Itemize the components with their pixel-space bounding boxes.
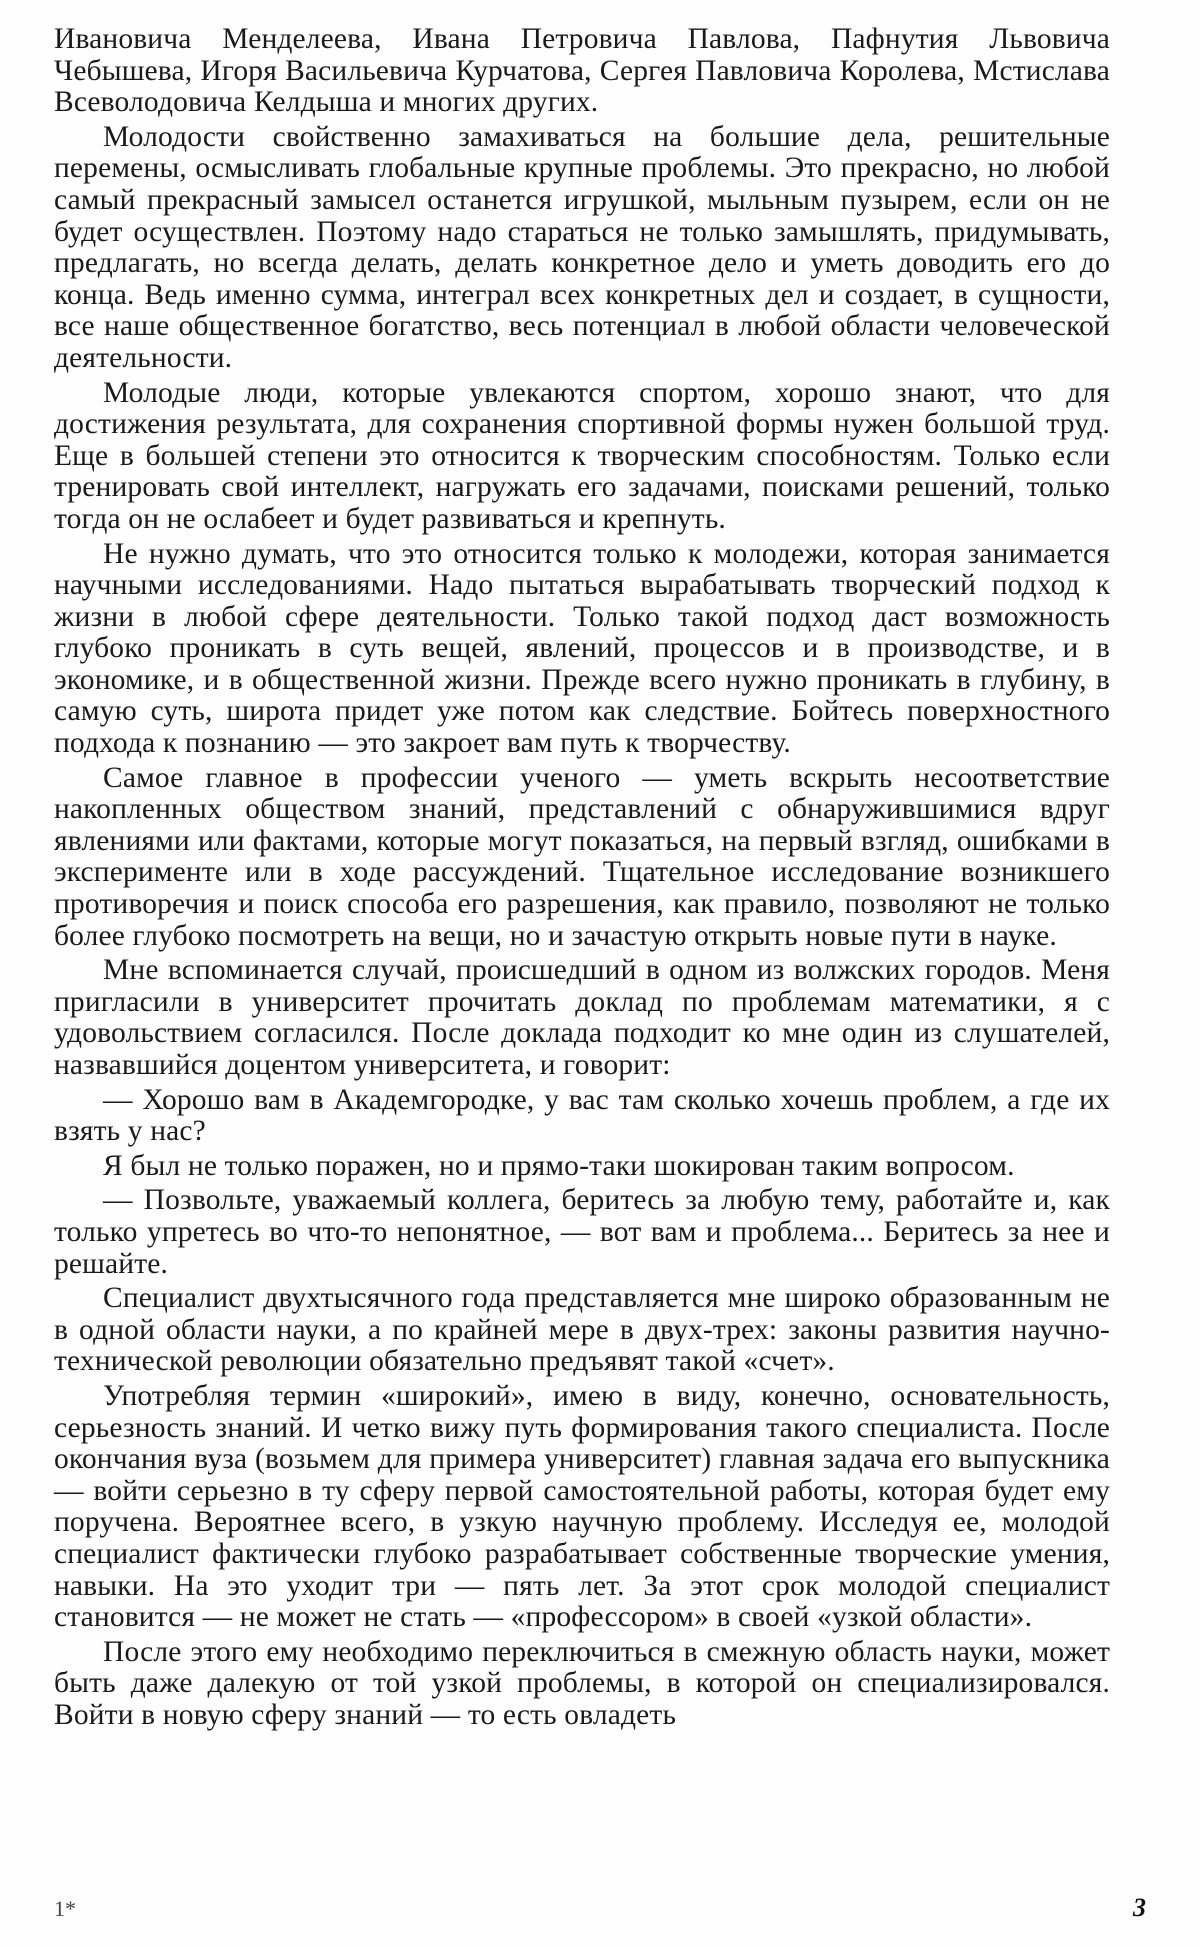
paragraph: Употребляя термин «широкий», имею в виду, конечно, основательность, серьезность знаний. И четко вижу путь формирования такого специалиста. После окончания вуза (возьмем для примера университет) главная задача его выпускника — войти серьезно в ту сферу первой самостоятельной работы, которая будет ему поручена. Вероятнее всего, в узкую научную проблему. Исследуя ее, молодой специалист фактически глубоко разрабатывает собственные творческие умения, навыки. На это уходит три — пять лет. За этот срок молодой специалист становится — не может не стать — «профессором» в своей «узкой области».: [54, 1379, 1110, 1634]
paragraph-continued: Ивановича Менделеева, Ивана Петровича Павлова, Пафнутия Львовича Чебышева, Игоря Васильевича Курчатова, Сергея Павловича Королева, Мстислава Всеволодовича Келдыша и многих других.: [54, 23, 1110, 119]
paragraph: Самое главное в профессии ученого — уметь вскрыть несоответствие накопленных обществом знаний, представлений с обнаружившимися вдруг явлениями или фактами, которые могут показаться, на первый взгляд, ошибками в эксперименте или в ходе рассуждений. Тщательное исследование возникшего противоречия и поиск способа его разрешения, как правило, позволяют не только более глубоко посмотреть на вещи, но и зачастую открыть новые пути в науке.: [54, 761, 1110, 952]
paragraph: Мне вспоминается случай, происшедший в одном из волжских городов. Меня пригласили в университет прочитать доклад по проблемам математики, я с удовольствием согласился. После доклада подходит ко мне один из слушателей, назвавшийся доцентом университета, и говорит:: [54, 954, 1110, 1081]
dialogue-line: — Хорошо вам в Академгородке, у вас там сколько хочешь проблем, а где их взять у нас?: [54, 1083, 1110, 1148]
body-text: [54, 24, 1110, 1731]
paragraph: После этого ему необходимо переключиться в смежную область науки, может быть даже далекую от той узкой проблемы, в которой он специализировался. Войти в новую сферу знаний — то есть овладеть: [54, 1635, 1110, 1731]
paragraph: Молодые люди, которые увлекаются спортом, хорошо знают, что для достижения результата, для сохранения спортивной формы нужен большой труд. Еще в большей степени это относится к творческим способностям. Только если тренировать свой интеллект, нагружать его задачами, поисками решений, только тогда он не ослабеет и будет развиваться и крепнуть.: [54, 376, 1110, 535]
signature-mark: 1*: [54, 1896, 76, 1921]
paragraph: Я был не только поражен, но и прямо-таки шокирован таким вопросом.: [103, 1149, 1015, 1182]
paragraph: Специалист двухтысячного года представляется мне широко образованным не в одной области науки, а по крайней мере в двух-трех: законы развития научно-технической революции обязательно предъявят такой «счет».: [54, 1282, 1110, 1378]
page-number: 3: [1133, 1893, 1146, 1922]
paragraph: Не нужно думать, что это относится только к молодежи, которая занимается научными исследованиями. Надо пытаться вырабатывать творческий подход к жизни в любой сфере деятельности. Только такой подход даст возможность глубоко проникать в суть вещей, явлений, процессов и в производстве, и в экономике, и в общественной жизни. Прежде всего нужно проникать в глубину, в самую суть, широта придет уже потом как следствие. Бойтесь поверхностного подхода к познанию — это закроет вам путь к творчеству.: [54, 537, 1110, 760]
paragraph: Молодости свойственно замахиваться на большие дела, решительные перемены, осмысливать глобальные крупные проблемы. Это прекрасно, но любой самый прекрасный замысел останется игрушкой, мыльным пузырем, если он не будет осуществлен. Поэтому надо стараться не только замышлять, придумывать, предлагать, но всегда делать, делать конкретное дело и уметь доводить его до конца. Ведь именно сумма, интеграл всех конкретных дел и создает, в сущности, все наше общественное богатство, весь потенциал в любой области человеческой деятельности.: [54, 120, 1110, 374]
dialogue-line: — Позвольте, уважаемый коллега, беритесь за любую тему, работайте и, как только упретесь во что-то непонятное, — вот вам и проблема... Беритесь за нее и решайте.: [54, 1184, 1110, 1280]
